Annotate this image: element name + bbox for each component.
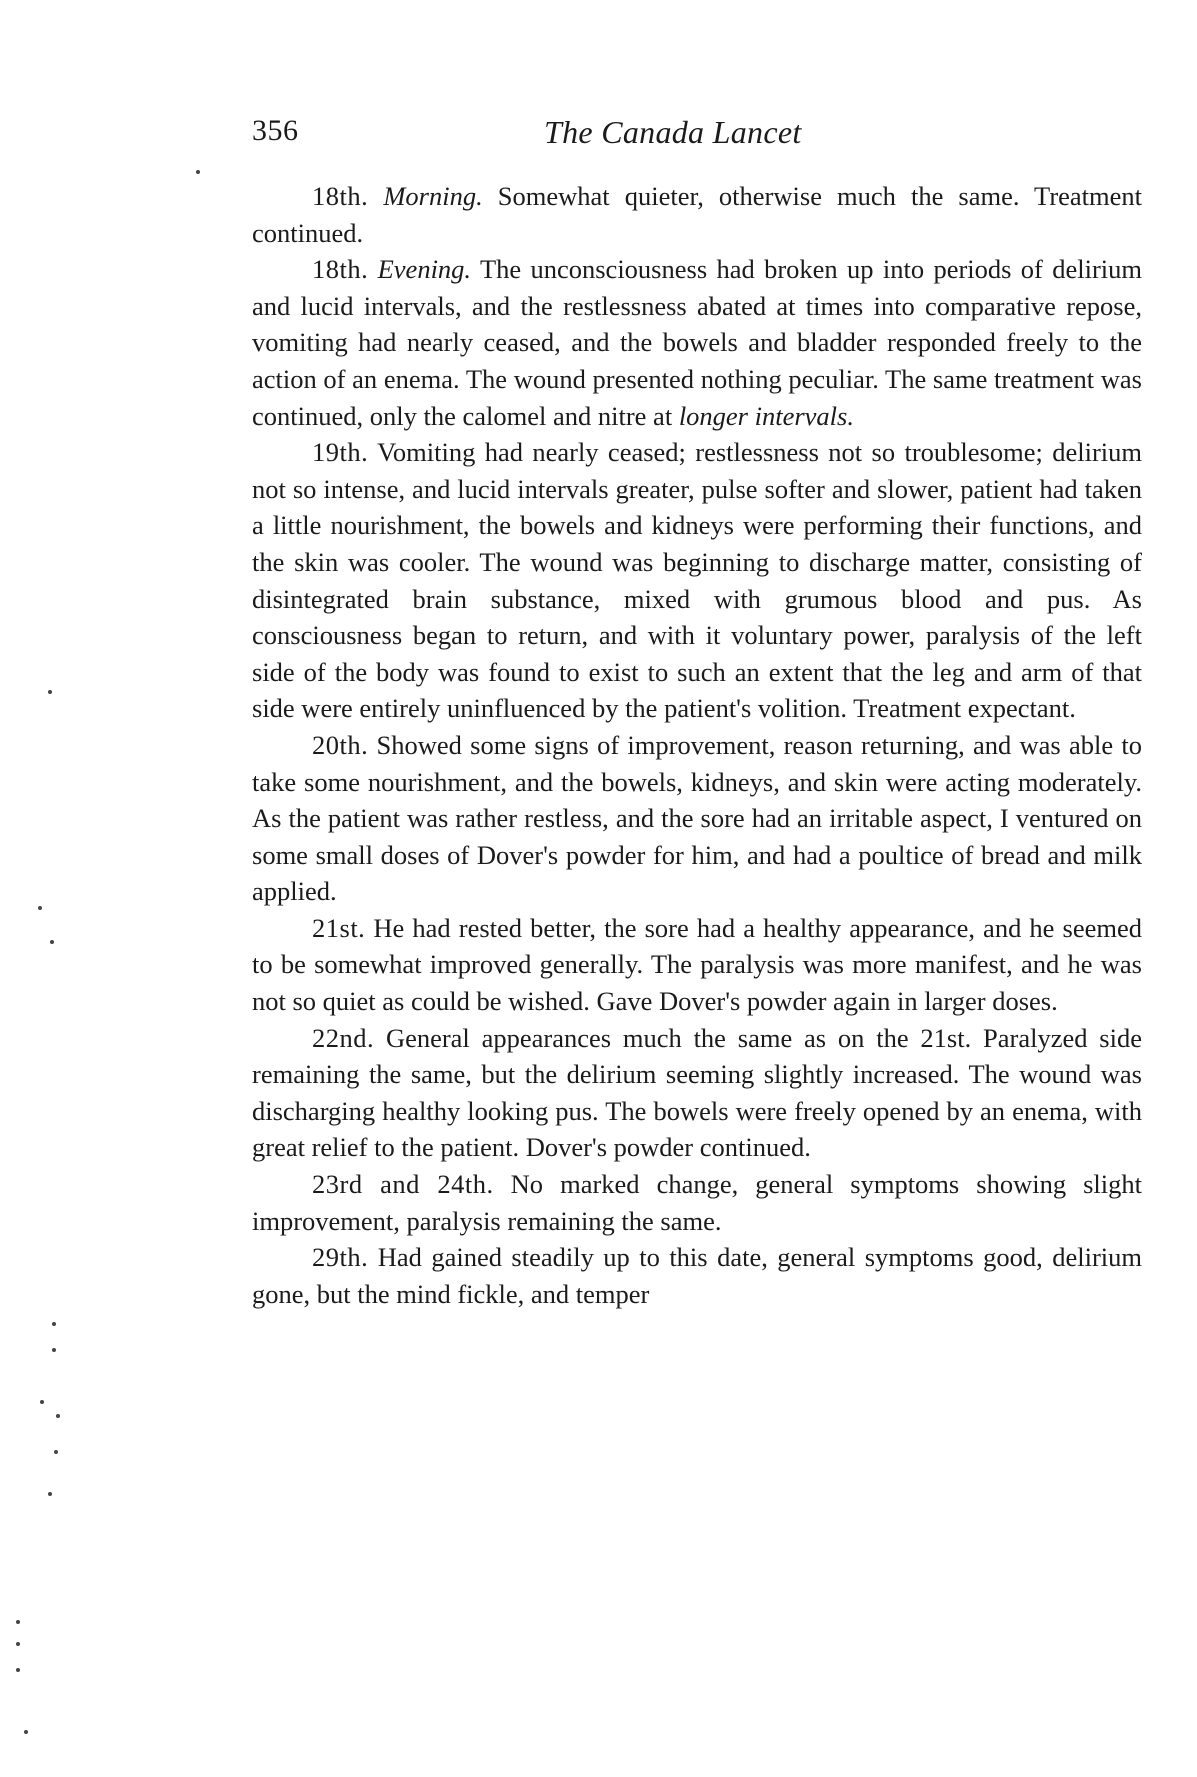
entry-date: 19th.	[312, 437, 369, 468]
entry-text: The unconsciousness had broken up into periods of delirium and lucid intervals, and the restlessness abated at times into comparative repose, vomiting had nearly ceased, and the bowels and bladder responded freely to the action of an enema. The wound presented nothing peculiar. The same treatment was continued, only the calomel and nitre at	[252, 254, 1143, 431]
entry-text: Somewhat quieter, otherwise much the same. Treatment continued.	[252, 181, 1143, 248]
scan-speck	[48, 690, 52, 694]
scan-speck	[24, 1730, 28, 1734]
scan-speck	[52, 1322, 56, 1326]
scan-speck	[52, 1348, 56, 1352]
entry-21st	[252, 910, 1142, 1020]
entry-text: General appearances much the same as on the 21st. Paralyzed side remaining the same, but the delirium seeming slightly increased. The wound was discharging healthy looking pus. The bowels were freely opened by an enema, with great relief to the patient. Dover's powder continued.	[252, 1022, 1142, 1163]
entry-18th-evening	[252, 251, 1142, 434]
entry-date: 18th.	[312, 254, 369, 285]
scan-speck	[16, 1642, 20, 1646]
scan-speck	[48, 1492, 52, 1496]
entry-20th	[252, 727, 1142, 910]
scan-speck	[54, 1450, 58, 1454]
entry-19th	[252, 434, 1142, 727]
entry-date: 20th.	[312, 729, 369, 760]
scan-speck	[56, 1414, 60, 1418]
scan-speck	[16, 1620, 20, 1624]
scan-speck	[196, 170, 200, 174]
page-number: 356	[252, 114, 299, 147]
entry-text: Showed some signs of improvement, reason returning, and was able to take some nourishment, and the bowels, kidneys, and skin were acting moderately. As the patient was rather restless, and the sore had an irritable aspect, I ventured on some small doses of Dover's powder for him, and had a poultice of bread and milk applied.	[252, 729, 1143, 907]
entry-text: No marked change, general symptoms showing slight improvement, paralysis remaining the same.	[252, 1169, 1142, 1236]
article-body	[252, 178, 1142, 1312]
entry-time: Morning.	[383, 181, 483, 211]
entry-date: 29th.	[312, 1242, 369, 1273]
entry-29th	[252, 1239, 1142, 1312]
scan-speck	[50, 940, 54, 944]
entry-date: 21st.	[312, 912, 366, 943]
entry-date: 23rd and 24th.	[312, 1169, 494, 1200]
scan-speck	[16, 1668, 20, 1672]
page-header	[252, 114, 1142, 162]
scan-speck	[38, 906, 42, 910]
running-title: The Canada Lancet	[544, 114, 802, 150]
entry-date: 18th.	[312, 181, 369, 211]
entry-23rd-24th	[252, 1166, 1142, 1239]
entry-time: Evening.	[377, 254, 472, 285]
entry-date: 22nd.	[312, 1022, 375, 1053]
entry-italic-tail: longer intervals.	[678, 400, 854, 431]
entry-text: Vomiting had nearly ceased; restlessness not so troublesome; delirium not so intense, and lucid intervals greater, pulse softer and slower, patient had taken a little nourishment, the bowels and kidneys were performing their functions, and the skin was cooler. The wound was beginning to discharge matter, consisting of disintegrated brain substance, mixed with grumous blood and pus. As consciousness began to return, and with it voluntary power, paralysis of the left side of the body was found to exist to such an extent that the leg and arm of that side were entirely uninfluenced by the patient's volition. Treatment expectant.	[252, 437, 1142, 724]
entry-22nd	[252, 1020, 1142, 1166]
scan-speck	[40, 1400, 44, 1404]
entry-text: He had rested better, the sore had a healthy appearance, and he seemed to be somewhat improved generally. The paralysis was more manifest, and he was not so quiet as could be wished. Gave Dover's powder again in larger doses.	[252, 912, 1142, 1017]
entry-18th-morning	[252, 178, 1142, 251]
entry-text: Had gained steadily up to this date, general symptoms good, delirium gone, but the mind fickle, and temper	[252, 1242, 1142, 1309]
